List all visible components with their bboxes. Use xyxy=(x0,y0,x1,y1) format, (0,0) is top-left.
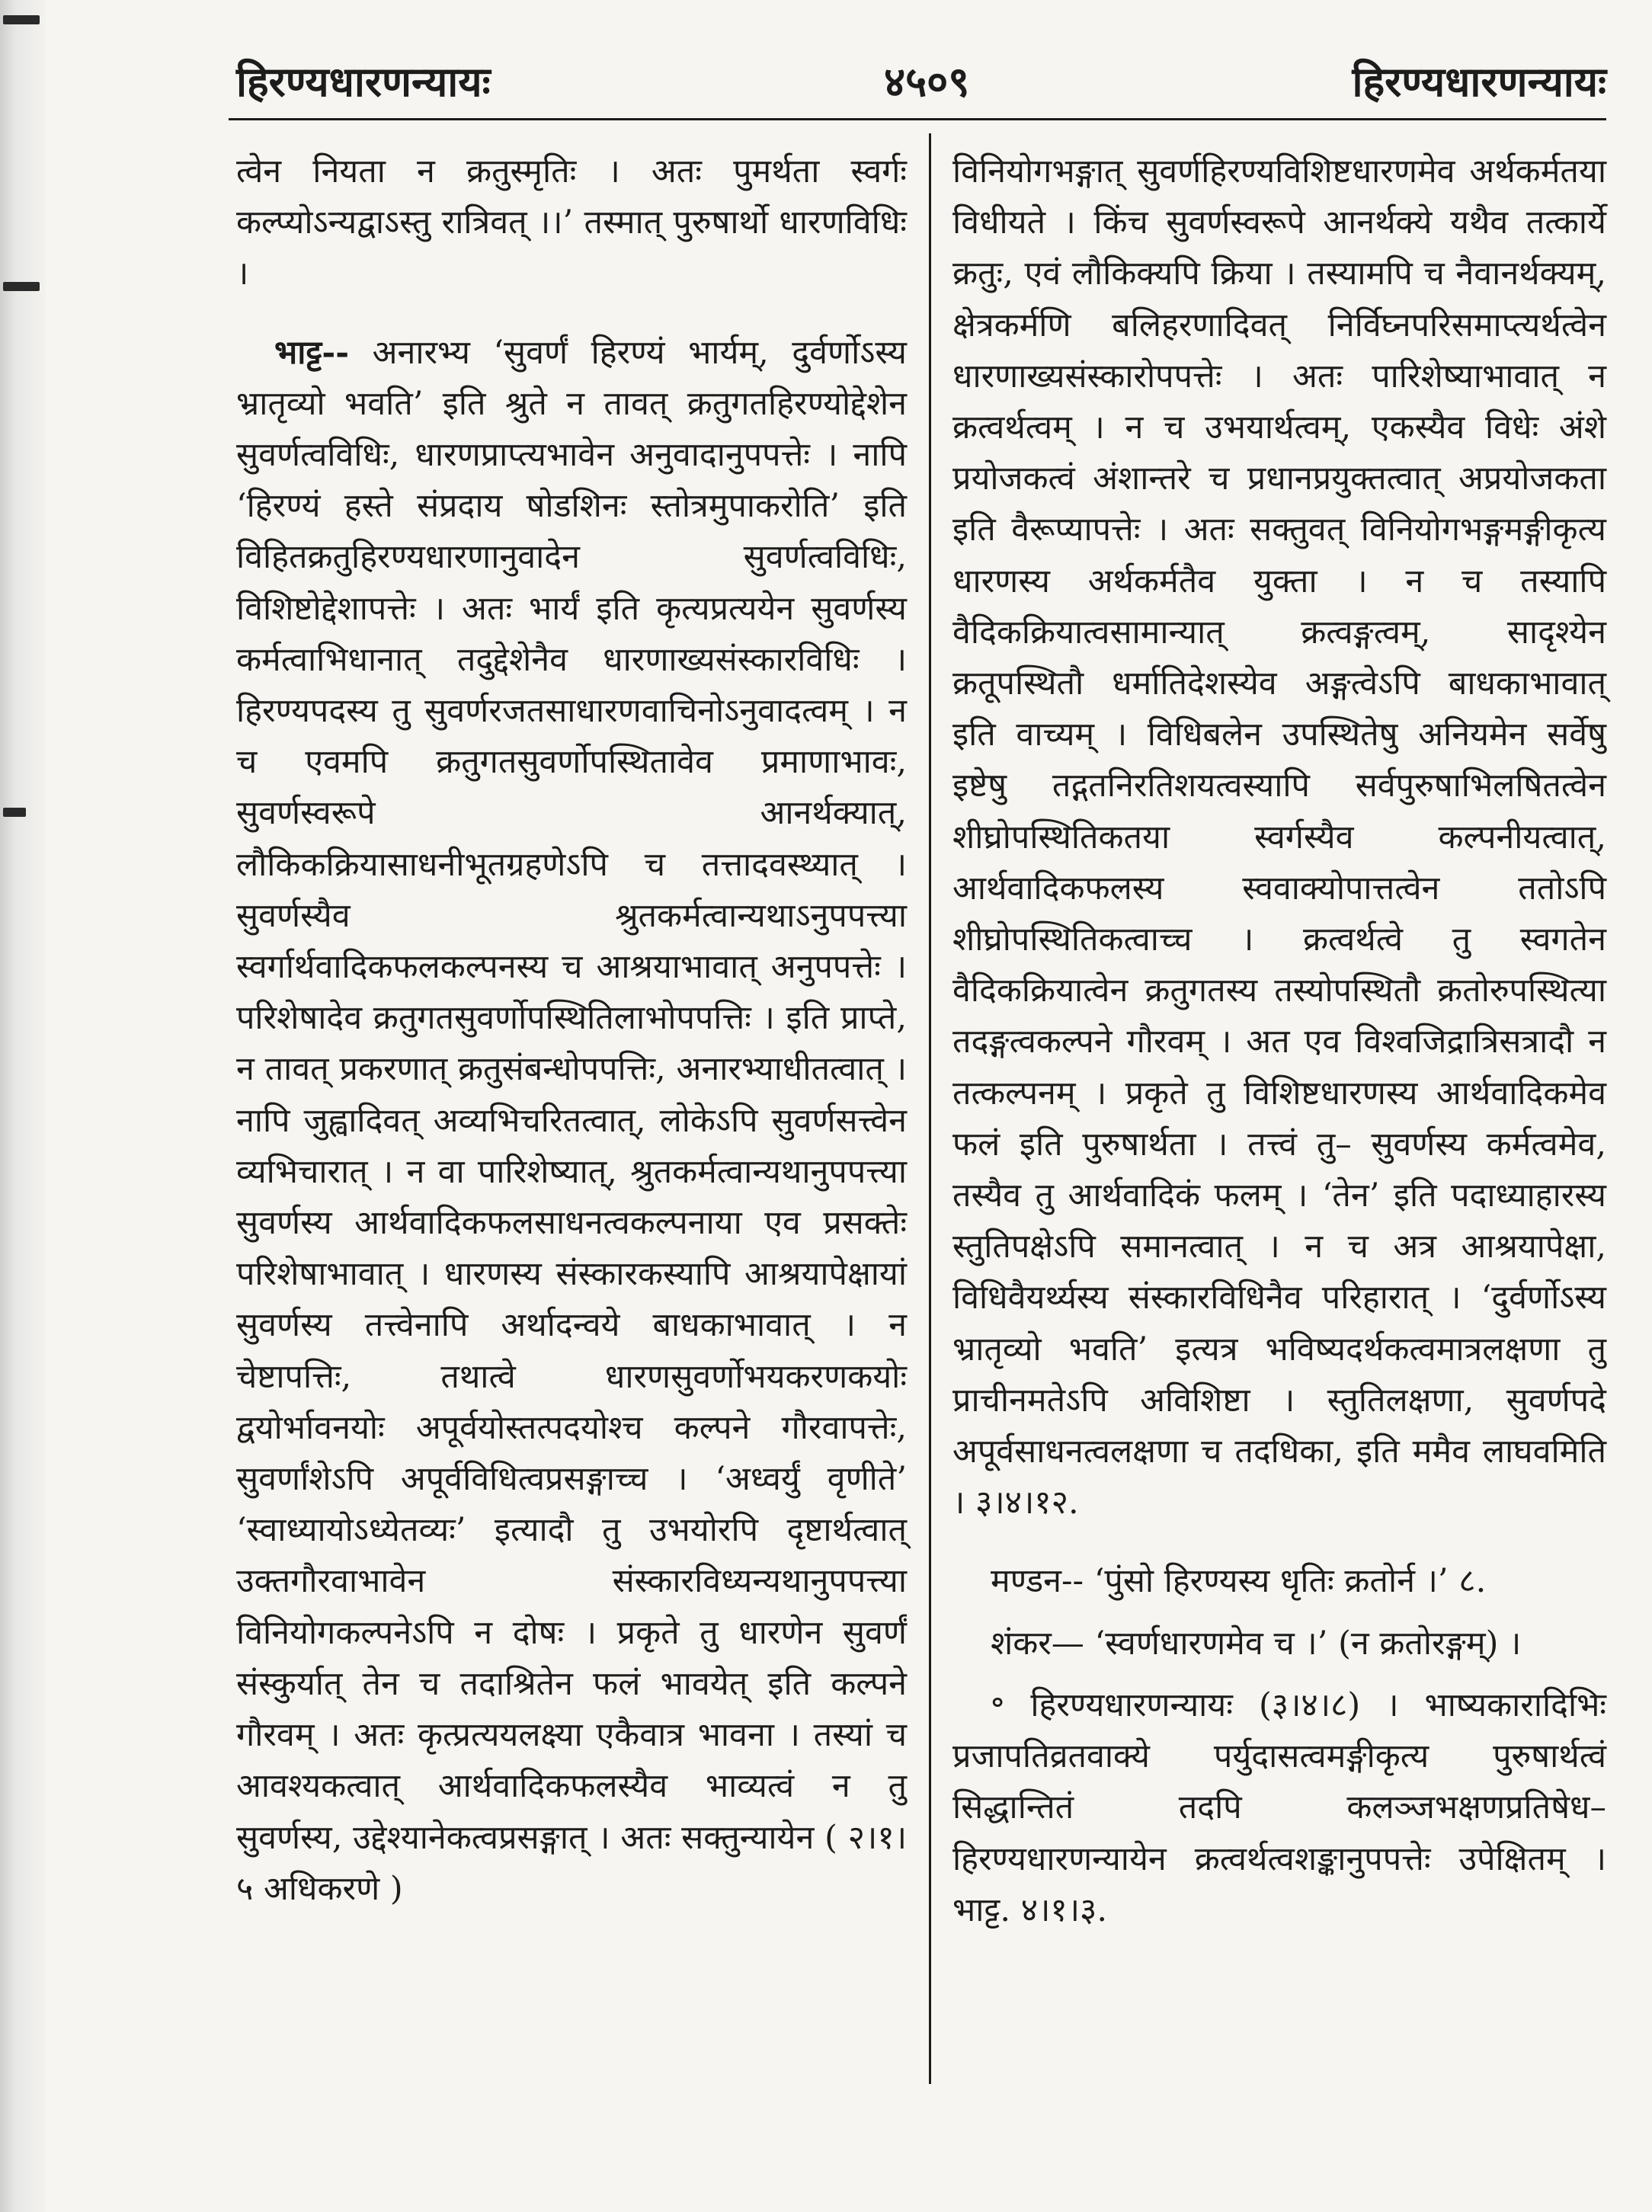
left-paragraph-1: त्वेन नियता न क्रतुस्मृतिः । अतः पुमर्थता स्वर्गः कल्प्योऽन्यद्वाऽस्तु रात्रिवत् ।।’ तस्मात् पुरुषार्थो धारणविधिः । xyxy=(236,152,907,293)
running-title-right: हिरण्यधारणन्यायः xyxy=(1352,57,1606,106)
running-title-left: हिरण्यधारणन्यायः xyxy=(236,57,491,106)
binding-mark xyxy=(3,15,40,24)
header-rule xyxy=(229,118,1606,120)
page-header xyxy=(236,46,1606,107)
binding-mark xyxy=(3,808,26,817)
mandana-line: मण्डन-- ‘पुंसो हिरण्यस्य धृतिः क्रतोर्न ।’ ८. xyxy=(991,1562,1487,1601)
footnote: ॰ हिरण्यधारणन्यायः (३।४।८) । भाष्यकारादिभिः प्रजापतिव्रतवाक्ये पर्युदासत्वमङ्गीकृत्य पुरुषार्थत्वं सिद्धान्तितं तदपि कलञ्जभक्षणप्रतिषेध–हिरण्यधारणन्यायेन क्रत्वर्थत्वशङ्कानुपपत्तेः उपेक्षितम् । भाट्ट. ४।१।३. xyxy=(952,1685,1606,1929)
bhatta-text: अनारभ्य ‘सुवर्णं हिरण्यं भार्यम्, दुर्वर्णोऽस्य भ्रातृव्यो भवति’ इति श्रुते न तावत् क्रतुगतहिरण्योद्देशेन सुवर्णत्वविधिः, धारणप्राप्त्यभावेन अनुवादानुपपत्तेः । नापि ‘हिरण्यं हस्ते संप्रदाय षोडशिनः स्तोत्रमुपाकरोति’ इति विहितक्रतुहिरण्यधारणानुवादेन सुवर्णत्वविधिः, विशिष्टोद्देशापत्तेः । अतः भार्यं इति कृत्यप्रत्ययेन सुवर्णस्य कर्मत्वाभिधानात् तदुद्देशेनैव धारणाख्यसंस्कारविधिः । हिरण्यपदस्य तु सुवर्णरजतसाधारणवाचिनोऽनुवादत्वम् । न च एवमपि क्रतुगतसुवर्णोपस्थितावेव प्रमाणाभावः, सुवर्णस्वरूपे आनर्थक्यात्, लौकिकक्रियासाधनीभूतग्रहणेऽपि च तत्तादवस्थ्यात् । सुवर्णस्यैव श्रुतकर्मत्वान्यथाऽनुपपत्त्या स्वर्गार्थवादिकफलकल्पनस्य च आश्रयाभावात् अनुपपत्तेः । परिशेषादेव क्रतुगतसुवर्णोपस्थितिलाभोपपत्तिः । इति प्राप्ते, न तावत् प्रकरणात् क्रतुसंबन्धोपपत्तिः, अनारभ्याधीतत्वात् । नापि जुह्वादिवत् अव्यभिचरितत्वात्, लोकेऽपि सुवर्णसत्त्वेन व्यभिचारात् । न वा पारिशेष्यात्, श्रुतकर्मत्वान्यथानुपपत्त्या सुवर्णस्य आर्थवादिकफलसाधनत्वकल्पनाया एव प्रसक्तेः परिशेषाभावात् । धारणस्य संस्कारकस्यापि आश्रयापेक्षायां सुवर्णस्य तत्त्वेनापि अर्थादन्वये बाधकाभावात् । न चेष्टापत्तिः, तथात्वे धारणसुवर्णोभयकरणकयोः द्वयोर्भावनयोः अपूर्वयोस्तत्पदयोश्च कल्पने गौरवापत्तेः, सुवर्णांशेऽपि अपूर्वविधित्वप्रसङ्गाच्च । ‘अध्वर्युं वृणीते’ ‘स्वाध्यायोऽध्येतव्यः’ इत्यादौ तु उभयोरपि दृष्टार्थत्वात् उक्तगौरवाभावेन संस्कारविध्यन्यथानुपपत्त्या विनियोगकल्पनेऽपि न दोषः । प्रकृते तु धारणेन सुवर्णं संस्कुर्यात् तेन च तदाश्रितेन फलं भावयेत् इति कल्पने गौरवम् । अतः कृत्प्रत्ययलक्ष्या एकैवात्र भावना । तस्यां च आवश्यकत्वात् आर्थवादिकफलस्यैव भाव्यत्वं न तु सुवर्णस्य, उद्देश्यानेकत्वप्रसङ्गात् । अतः सक्तुन्यायेन ( २।१।५ अधिकरणे ) xyxy=(236,333,907,1908)
right-column xyxy=(952,146,1606,1936)
right-paragraph-1: विनियोगभङ्गात् सुवर्णहिरण्यविशिष्टधारणमेव अर्थकर्मतया विधीयते । किंच सुवर्णस्वरूपे आनर्थक्ये यथैव तत्कार्ये क्रतुः, एवं लौकिक्यपि क्रिया । तस्यामपि च नैवानर्थक्यम्, क्षेत्रकर्मणि बलिहरणादिवत् निर्विघ्नपरिसमाप्त्यर्थत्वेन धारणाख्यसंस्कारोपपत्तेः । अतः पारिशेष्याभावात् न क्रत्वर्थत्वम् । न च उभयार्थत्वम्, एकस्यैव विधेः अंशे प्रयोजकत्वं अंशान्तरे च प्रधानप्रयुक्तत्वात् अप्रयोजकता इति वैरूप्यापत्तेः । अतः सक्तुवत् विनियोगभङ्गमङ्गीकृत्य धारणस्य अर्थकर्मतैव युक्ता । न च तस्यापि वैदिकक्रियात्वसामान्यात् क्रत्वङ्गत्वम्, सादृश्येन क्रतूपस्थितौ धर्मातिदेशस्येव अङ्गत्वेऽपि बाधकाभावात् इति वाच्यम् । विधिबलेन उपस्थितेषु अनियमेन सर्वेषु इष्टेषु तद्गतनिरतिशयत्वस्यापि सर्वपुरुषाभिलषितत्वेन शीघ्रोपस्थितिकतया स्वर्गस्यैव कल्पनीयत्वात्, आर्थवादिकफलस्य स्ववाक्योपात्तत्वेन ततोऽपि शीघ्रोपस्थितिकत्वाच्च । क्रत्वर्थत्वे तु स्वगतेन वैदिकक्रियात्वेन क्रतुगतस्य तस्योपस्थितौ क्रतोरुपस्थित्या तदङ्गत्वकल्पने गौरवम् । अत एव विश्वजिद्रात्रिसत्रादौ न तत्कल्पनम् । प्रकृते तु विशिष्टधारणस्य आर्थवादिकमेव फलं इति पुरुषार्थता । तत्त्वं तु– सुवर्णस्य कर्मत्वमेव, तस्यैव तु आर्थवादिकं फलम् । ‘तेन’ इति पदाध्याहारस्य स्तुतिपक्षेऽपि समानत्वात् । न च अत्र आश्रयापेक्षा, विधिवैयर्थ्यस्य संस्कारविधिनैव परिहारात् । ‘दुर्वर्णोऽस्य भ्रातृव्यो भवति’ इत्यत्र भविष्यदर्थकत्वमात्रलक्षणा तु प्राचीनमतेऽपि अविशिष्टा । स्तुतिलक्षणा, सुवर्णपदे अपूर्वसाधनत्वलक्षणा च तदधिका, इति ममैव लाघवमिति । ३।४।१२. xyxy=(952,152,1606,1522)
binding-mark xyxy=(3,282,40,291)
page-number: ४५०९ xyxy=(884,57,970,106)
left-paragraph-2 xyxy=(236,328,907,1915)
book-binding-edge xyxy=(0,0,46,2212)
left-column xyxy=(236,146,907,1915)
column-divider xyxy=(929,133,931,2084)
bhatta-label: भाट्ट-- xyxy=(274,333,350,372)
shankara-line: शंकर— ‘स्वर्णधारणमेव च ।’ (न क्रतोरङ्गम्) । xyxy=(991,1624,1522,1663)
